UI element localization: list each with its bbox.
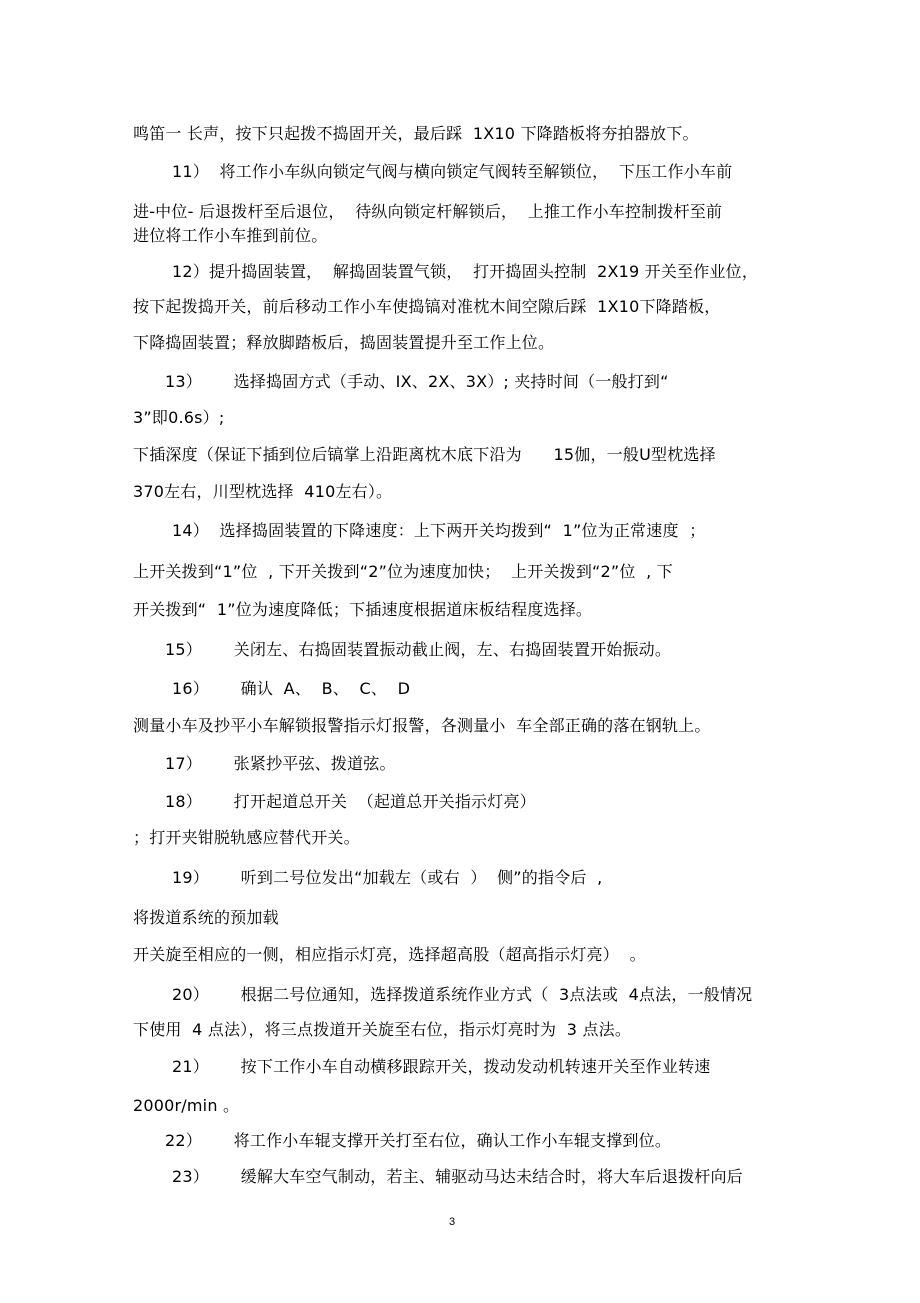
text-line: 3”即0.6s）; xyxy=(133,408,225,427)
text-line: 19） 听到二号位发出“加载左（或右 ） 侧”的指令后 , xyxy=(172,868,603,887)
text-line: 370左右，川型枕选择 410左右）。 xyxy=(133,482,393,501)
text-line: 下使用 4 点法），将三点拨道开关旋至右位，指示灯亮时为 3 点法。 xyxy=(133,1020,632,1039)
text-line: 18） 打开起道总开关 （起道总开关指示灯亮） xyxy=(165,792,536,811)
page-number: 3 xyxy=(449,1216,456,1228)
text-line: 12）提升捣固装置， 解捣固装置气锁， 打开捣固头控制 2X19 开关至作业位， xyxy=(172,262,759,281)
text-line: 开关旋至相应的一侧，相应指示灯亮，选择超高股（超高指示灯亮） 。 xyxy=(133,945,646,964)
text-line: 21） 按下工作小车自动横移跟踪开关，拨动发动机转速开关至作业转速 xyxy=(172,1057,711,1076)
text-line: 上开关拨到“1”位 , 下开关拨到“2”位为速度加快； 上开关拨到“2”位 , 下 xyxy=(133,562,673,581)
text-line: 22） 将工作小车辊支撑开关打至右位，确认工作小车辊支撑到位。 xyxy=(165,1131,672,1150)
text-line: 下降捣固装置；释放脚踏板后，捣固装置提升至工作上位。 xyxy=(133,333,555,352)
text-line: 2000r/min 。 xyxy=(133,1096,240,1115)
text-line: 14） 选择捣固装置的下降速度：上下两开关均拨到“ 1”位为正常速度 ； xyxy=(172,521,706,540)
text-line: 开关拨到“ 1”位为速度降低；下插速度根据道床板结程度选择。 xyxy=(133,600,593,619)
text-line: 进-中位- 后退拨杆至后退位， 待纵向锁定杆解锁后， 上推工作小车控制拨杆至前 xyxy=(133,202,723,221)
text-line: 11） 将工作小车纵向锁定气阀与横向锁定气阀转至解锁位， 下压工作小车前 xyxy=(172,162,733,181)
text-line: 测量小车及抄平小车解锁报警指示灯报警，各测量小 车全部正确的落在钢轨上。 xyxy=(133,716,711,735)
text-line: 进位将工作小车推到前位。 xyxy=(133,226,328,245)
text-line: 13） 选择捣固方式（手动、IX、2X、3X）; 夹持时间（一般打到“ xyxy=(165,372,669,391)
text-line: 按下起拨捣开关，前后移动工作小车使捣镐对准枕木间空隙后踩 1X10下降踏板， xyxy=(133,297,721,316)
text-line: 鸣笛一 长声，按下只起拨不捣固开关，最后踩 1X10 下降踏板将夯拍器放下。 xyxy=(133,124,699,143)
text-line: 23） 缓解大车空气制动，若主、辅驱动马达未结合时，将大车后退拨杆向后 xyxy=(172,1167,743,1186)
text-line: 将拨道系统的预加载 xyxy=(133,908,279,927)
text-line: 17） 张紧抄平弦、拨道弦。 xyxy=(165,754,396,773)
text-line: 16） 确认 A、 B、 C、 D xyxy=(172,679,411,698)
text-line: 15） 关闭左、右捣固装置振动截止阀，左、右捣固装置开始振动。 xyxy=(165,640,672,659)
text-line: ；打开夹钳脱轨感应替代开关。 xyxy=(133,828,360,847)
text-line: 20） 根据二号位通知，选择拨道系统作业方式（ 3点法或 4点法，一般情况 xyxy=(172,985,753,1004)
text-line: 下插深度（保证下插到位后镐掌上沿距离枕木底下沿为 15伽，一般U型枕选择 xyxy=(133,445,716,464)
